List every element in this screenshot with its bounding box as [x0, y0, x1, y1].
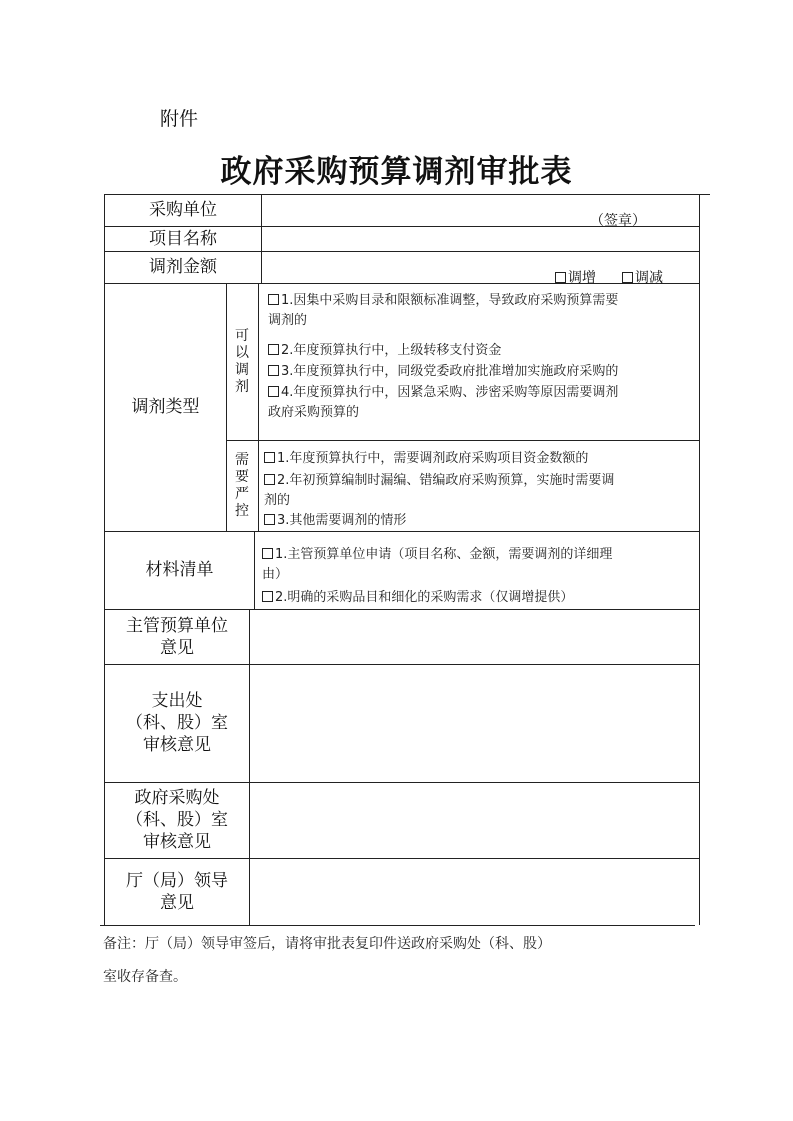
purchasing-unit-label: 采购单位: [149, 200, 217, 220]
label-col-divider: [261, 194, 262, 283]
option-text: 3.年度预算执行中，同级党委政府批准增加实施政府采购的: [281, 364, 619, 379]
strict-option-2-cont: 剂的: [264, 493, 291, 508]
allowed-char: 可: [235, 328, 249, 344]
label-line: 审核意见: [143, 735, 211, 755]
option-text: 2.年初预算编制时漏编、错编政府采购预算，实施时需要调: [277, 473, 615, 488]
adjust-amount-label: 调剂金额: [149, 257, 217, 277]
allowed-option-4-cont: 政府采购预算的: [268, 405, 360, 420]
label-line: 政府采购处: [134, 788, 220, 808]
table-bottom-border: [100, 925, 695, 926]
increase-checkbox[interactable]: [555, 267, 596, 287]
project-name-label: 项目名称: [149, 228, 217, 249]
strict-option-2[interactable]: [264, 471, 614, 490]
allowed-option-1-cont: 调剂的: [268, 313, 308, 328]
materials-label: 材料清单: [145, 560, 214, 580]
table-right-border: [699, 194, 700, 925]
option-text: 2.年度预算执行中，上级转移支付资金: [281, 343, 502, 358]
label-line: 厅（局）领导: [126, 870, 228, 891]
materials-option-1[interactable]: [262, 545, 612, 564]
label-line: （科、股）室: [126, 810, 228, 830]
label-line: 审核意见: [143, 832, 211, 852]
strict-char: 控: [235, 503, 249, 519]
allowed-option-2[interactable]: [268, 341, 501, 360]
type-option-divider: [258, 283, 259, 531]
materials-col-divider: [254, 531, 255, 609]
label-line: 主管预算单位: [126, 615, 228, 636]
label-line: 意见: [160, 892, 194, 913]
materials-option-2[interactable]: [262, 588, 573, 607]
leader-opinion-label: [105, 858, 249, 925]
allowed-option-4[interactable]: [268, 383, 618, 402]
strict-option-3[interactable]: [264, 511, 406, 530]
remark-line-2: 室收存备查。: [103, 969, 187, 985]
opinion-col-divider: [249, 609, 250, 925]
decrease-checkbox[interactable]: [622, 267, 663, 287]
remark-line-1: 备注：厅（局）领导审签后，请将审批表复印件送政府采购处（科、股）: [103, 936, 551, 952]
option-text: 1.因集中采购目录和限额标准调整，导致政府采购预算需要: [281, 293, 619, 308]
option-text: 1.年度预算执行中，需要调剂政府采购项目资金数额的: [277, 451, 589, 466]
seal-placeholder: （签章）: [590, 213, 646, 229]
materials-option-1-cont: 由）: [262, 567, 289, 582]
procurement-opinion-label: [105, 782, 249, 858]
decrease-label: 调减: [635, 270, 663, 286]
option-text: 3.其他需要调剂的情形: [277, 513, 407, 528]
attachment-label: 附件: [160, 108, 199, 130]
strict-option-1[interactable]: [264, 449, 588, 468]
allowed-char: 以: [235, 345, 249, 361]
expenditure-opinion-label: [105, 664, 249, 782]
option-text: 4.年度预算执行中，因紧急采购、涉密采购等原因需要调剂: [281, 385, 619, 400]
allowed-adjust-label: [226, 296, 258, 428]
label-line: 支出处: [151, 691, 203, 711]
label-line: （科、股）室: [126, 713, 228, 733]
allowed-char: 剂: [235, 379, 249, 395]
strict-char: 要: [235, 469, 249, 485]
allowed-option-1[interactable]: [268, 291, 618, 310]
label-line: 意见: [160, 637, 194, 658]
strict-control-label: [226, 444, 258, 528]
row-divider: [226, 440, 699, 441]
increase-label: 调增: [568, 270, 596, 286]
supervisor-opinion-label: [105, 609, 249, 664]
page-title: 政府采购预算调剂审批表: [220, 154, 573, 190]
option-text: 1.主管预算单位申请（项目名称、金额，需要调剂的详细理: [275, 547, 613, 562]
option-text: 2.明确的采购品目和细化的采购需求（仅调增提供）: [275, 590, 574, 605]
strict-char: 需: [235, 452, 249, 468]
allowed-char: 调: [235, 362, 249, 378]
allowed-option-3[interactable]: [268, 362, 618, 381]
adjust-type-label: 调剂类型: [131, 397, 200, 417]
strict-char: 严: [235, 486, 249, 502]
